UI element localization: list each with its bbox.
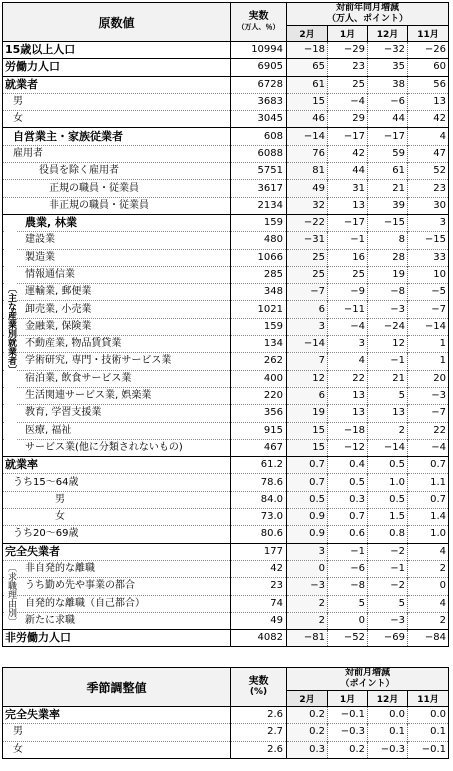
row-label: 役員を除く雇用者 (3, 163, 231, 180)
change-cell: 59 (368, 145, 408, 162)
table-row (3, 595, 449, 612)
change-cell: 30 (408, 197, 449, 214)
change-cell: 25 (287, 249, 328, 266)
table-row (3, 491, 449, 508)
table-body (3, 707, 449, 759)
row-label: 15歳以上人口 (3, 42, 231, 59)
row-value: 6728 (231, 76, 287, 93)
change-cell: 0.1 (408, 724, 449, 741)
change-cell: 0.0 (368, 707, 408, 724)
change-cell: −2 (368, 578, 408, 595)
row-value: 348 (231, 284, 287, 301)
change-cell: −1 (368, 353, 408, 370)
change-cell: −52 (328, 630, 368, 647)
change-cell: 56 (408, 76, 449, 93)
change-cell: 4 (328, 353, 368, 370)
change-cell: 8 (368, 232, 408, 249)
change-cell: 39 (368, 197, 408, 214)
value-column-header (231, 3, 287, 42)
value-unit: （万人、％） (237, 23, 280, 31)
row-label: 学術研究, 専門・技術サービス業 (3, 353, 231, 370)
table-row (3, 439, 449, 456)
row-value: 262 (231, 353, 287, 370)
table-row (3, 318, 449, 335)
change-cell: 1.0 (368, 474, 408, 491)
change-cell: −7 (408, 405, 449, 422)
change-cell: 13 (408, 93, 449, 110)
change-cell: 33 (408, 249, 449, 266)
month-header: 2月 (287, 26, 328, 42)
seasonally-adjusted-table (2, 667, 449, 759)
change-cell: −3 (408, 387, 449, 404)
change-cell: 2 (368, 422, 408, 439)
change-cell: 21 (368, 180, 408, 197)
row-label: 卸売業, 小売業 (3, 301, 231, 318)
month-header: 12月 (368, 691, 408, 707)
row-label: 完全失業率 (3, 707, 231, 724)
row-label: 非労働力人口 (3, 630, 231, 647)
change-cell: −18 (328, 422, 368, 439)
change-cell: 0.3 (287, 741, 328, 758)
change-cell: −0.1 (328, 707, 368, 724)
table-row (3, 612, 449, 629)
change-cell: 22 (328, 370, 368, 387)
change-cell: 3 (328, 336, 368, 353)
month-header: 12月 (368, 26, 408, 42)
change-cell: −11 (328, 301, 368, 318)
table-row (3, 543, 449, 560)
change-cell: 76 (287, 145, 328, 162)
change-label: 対前月増減 (345, 668, 391, 678)
change-cell: 0.3 (328, 491, 368, 508)
table-row (3, 145, 449, 162)
row-value: 78.6 (231, 474, 287, 491)
change-cell: −29 (328, 42, 368, 59)
change-cell: 13 (368, 405, 408, 422)
change-cell: 6 (287, 387, 328, 404)
change-cell: 10 (408, 266, 449, 283)
row-label: 教育, 学習支援業 (3, 405, 231, 422)
change-cell: 23 (408, 180, 449, 197)
change-cell: −15 (408, 232, 449, 249)
change-cell: 0.5 (287, 491, 328, 508)
change-cell: 4 (408, 128, 449, 145)
row-label: 非正規の職員・従業員 (3, 197, 231, 214)
value-unit: (%) (249, 687, 268, 697)
row-value: 1066 (231, 249, 287, 266)
row-value: 467 (231, 439, 287, 456)
table-row (3, 93, 449, 110)
value-label: 実数 (248, 11, 269, 22)
change-cell: −32 (368, 42, 408, 59)
row-value: 2.6 (231, 741, 287, 758)
change-cell: 1 (408, 353, 449, 370)
change-cell: 2 (408, 560, 449, 577)
change-cell: 5 (368, 595, 408, 612)
change-cell: 0 (408, 578, 449, 595)
change-cell: −17 (328, 214, 368, 231)
row-label: 不動産業, 物品賃貸業 (3, 336, 231, 353)
change-cell: 47 (408, 145, 449, 162)
change-cell: 0.7 (408, 457, 449, 474)
row-value: 49 (231, 612, 287, 629)
table-row (3, 353, 449, 370)
change-cell: −4 (328, 318, 368, 335)
change-cell: 5 (328, 595, 368, 612)
row-label: うち勤め先や事業の都合 (3, 578, 231, 595)
change-cell: 2 (287, 612, 328, 629)
row-label: 就業率 (3, 457, 231, 474)
change-cell: 13 (328, 405, 368, 422)
change-cell: −9 (328, 284, 368, 301)
table-row (3, 111, 449, 128)
month-header: 1月 (328, 26, 368, 42)
table-row (3, 42, 449, 59)
change-cell: −12 (328, 439, 368, 456)
change-cell: −14 (287, 336, 328, 353)
row-value: 356 (231, 405, 287, 422)
row-value: 2.6 (231, 707, 287, 724)
change-cell: −15 (368, 214, 408, 231)
row-value: 84.0 (231, 491, 287, 508)
row-value: 5751 (231, 163, 287, 180)
change-cell: 1 (408, 336, 449, 353)
table-row (3, 197, 449, 214)
change-cell: 16 (328, 249, 368, 266)
row-label: 自営業主・家族従業者 (3, 128, 231, 145)
change-label: 対前年同月増減 (336, 3, 400, 13)
change-cell: 13 (328, 387, 368, 404)
change-cell: 0.5 (368, 491, 408, 508)
table-row (3, 724, 449, 741)
table-row (3, 457, 449, 474)
row-label: 女 (3, 741, 231, 758)
change-cell: 0.2 (287, 724, 328, 741)
change-column-header (287, 3, 449, 26)
month-header: 1月 (328, 691, 368, 707)
change-cell: 23 (328, 59, 368, 76)
change-cell: 32 (287, 197, 328, 214)
table-row (3, 474, 449, 491)
table-row (3, 284, 449, 301)
row-label: 正規の職員・従業員 (3, 180, 231, 197)
row-value: 159 (231, 214, 287, 231)
change-cell: −6 (328, 560, 368, 577)
table-row (3, 249, 449, 266)
row-value: 608 (231, 128, 287, 145)
row-value: 42 (231, 560, 287, 577)
value-label: 実数 (248, 676, 269, 687)
change-cell: 15 (287, 93, 328, 110)
table-row (3, 163, 449, 180)
change-cell: 21 (368, 370, 408, 387)
change-cell: 0.4 (328, 457, 368, 474)
row-value: 2.7 (231, 724, 287, 741)
table-row (3, 180, 449, 197)
change-column-header (287, 668, 449, 691)
row-value: 3683 (231, 93, 287, 110)
row-value: 23 (231, 578, 287, 595)
change-cell: 0.1 (368, 724, 408, 741)
row-label: 就業者 (3, 76, 231, 93)
industry-side-label: 〔主な産業別就業者〕 (5, 217, 17, 441)
table-row (3, 266, 449, 283)
row-label: 男 (3, 93, 231, 110)
change-cell: 5 (368, 387, 408, 404)
change-cell: −69 (368, 630, 408, 647)
row-label: 運輸業, 郵便業 (3, 284, 231, 301)
change-cell: 0.7 (408, 491, 449, 508)
change-cell: 42 (328, 145, 368, 162)
change-cell: 1.0 (408, 526, 449, 543)
change-cell: −18 (287, 42, 328, 59)
table-body (3, 42, 449, 647)
change-cell: −84 (408, 630, 449, 647)
change-cell: −81 (287, 630, 328, 647)
change-cell: 7 (287, 353, 328, 370)
change-cell: 0.7 (287, 474, 328, 491)
change-cell: 29 (328, 111, 368, 128)
change-cell: 44 (368, 111, 408, 128)
change-cell: 61 (287, 76, 328, 93)
row-value: 4082 (231, 630, 287, 647)
change-cell: 15 (287, 422, 328, 439)
month-header: 11月 (408, 26, 449, 42)
change-cell: 0.2 (328, 741, 368, 758)
table-row (3, 370, 449, 387)
change-cell: −14 (368, 439, 408, 456)
change-cell: 42 (408, 111, 449, 128)
change-cell: −8 (368, 284, 408, 301)
change-cell: 65 (287, 59, 328, 76)
change-cell: −26 (408, 42, 449, 59)
table-row (3, 741, 449, 758)
original-values-table (2, 2, 449, 647)
row-value: 73.0 (231, 509, 287, 526)
change-unit: （万人、ポイント） (327, 14, 409, 24)
row-value: 3045 (231, 111, 287, 128)
change-cell: 0.7 (287, 457, 328, 474)
change-cell: 0 (287, 560, 328, 577)
row-label: 完全失業者 (3, 543, 231, 560)
change-cell: 3 (287, 318, 328, 335)
row-label: 非自発的な離職 〔求職理由別〕 (3, 560, 231, 577)
row-value: 74 (231, 595, 287, 612)
change-cell: 12 (287, 370, 328, 387)
row-value: 10994 (231, 42, 287, 59)
change-cell: −8 (328, 578, 368, 595)
row-label: 自発的な離職（自己都合） (3, 595, 231, 612)
row-label: 情報通信業 (3, 266, 231, 283)
table-row (3, 214, 449, 231)
change-cell: 0.8 (368, 526, 408, 543)
table-title: 原数値 (3, 3, 231, 42)
change-cell: 46 (287, 111, 328, 128)
row-label: 農業, 林業 〔主な産業別就業者〕 (3, 214, 231, 231)
table-row (3, 560, 449, 577)
change-cell: 1.5 (368, 509, 408, 526)
row-value: 285 (231, 266, 287, 283)
row-value: 915 (231, 422, 287, 439)
change-cell: −0.1 (408, 741, 449, 758)
change-cell: −3 (368, 301, 408, 318)
change-cell: 38 (368, 76, 408, 93)
change-cell: 25 (328, 266, 368, 283)
row-label: 製造業 (3, 249, 231, 266)
change-cell: 35 (368, 59, 408, 76)
table-row (3, 59, 449, 76)
row-label: 労働力人口 (3, 59, 231, 76)
row-label: 女 (3, 509, 231, 526)
table-row (3, 405, 449, 422)
change-cell: 0.6 (328, 526, 368, 543)
change-cell: −2 (368, 543, 408, 560)
table-row (3, 336, 449, 353)
change-cell: 0.5 (368, 457, 408, 474)
change-cell: 0.2 (287, 707, 328, 724)
table-row (3, 232, 449, 249)
change-cell: −6 (368, 93, 408, 110)
change-cell: 4 (408, 543, 449, 560)
change-cell: −17 (368, 128, 408, 145)
row-label: うち15〜64歳 (3, 474, 231, 491)
change-cell: 0.9 (287, 526, 328, 543)
change-cell: 0 (328, 612, 368, 629)
row-value: 159 (231, 318, 287, 335)
change-cell: 20 (408, 370, 449, 387)
change-cell: −0.3 (328, 724, 368, 741)
row-value: 134 (231, 336, 287, 353)
change-cell: 0.5 (328, 474, 368, 491)
change-cell: 13 (328, 197, 368, 214)
row-value: 177 (231, 543, 287, 560)
change-cell: 19 (287, 405, 328, 422)
change-cell: 31 (328, 180, 368, 197)
row-value: 3617 (231, 180, 287, 197)
row-label: 男 (3, 491, 231, 508)
value-column-header (231, 668, 287, 707)
change-cell: −5 (408, 284, 449, 301)
change-cell: −14 (408, 318, 449, 335)
change-cell: −22 (287, 214, 328, 231)
change-cell: 15 (287, 439, 328, 456)
row-value: 480 (231, 232, 287, 249)
change-cell: 12 (368, 336, 408, 353)
row-label: 宿泊業, 飲食サービス業 (3, 370, 231, 387)
table-row (3, 526, 449, 543)
table-row (3, 76, 449, 93)
change-cell: −7 (287, 284, 328, 301)
change-cell: 4 (408, 595, 449, 612)
change-cell: 2 (408, 612, 449, 629)
change-cell: −1 (328, 543, 368, 560)
table-row (3, 301, 449, 318)
change-cell: −31 (287, 232, 328, 249)
row-label: 新たに求職 (3, 612, 231, 629)
row-label: 建設業 (3, 232, 231, 249)
table-row (3, 578, 449, 595)
change-cell: 0.7 (328, 509, 368, 526)
change-cell: −14 (287, 128, 328, 145)
row-label: 雇用者 (3, 145, 231, 162)
change-cell: −3 (287, 578, 328, 595)
row-label: 医療, 福祉 (3, 422, 231, 439)
change-cell: 44 (328, 163, 368, 180)
table-row (3, 128, 449, 145)
row-value: 6088 (231, 145, 287, 162)
row-label: 女 (3, 111, 231, 128)
row-value: 1021 (231, 301, 287, 318)
change-cell: 25 (328, 76, 368, 93)
row-label: 男 (3, 724, 231, 741)
table-row (3, 422, 449, 439)
change-cell: −0.3 (368, 741, 408, 758)
change-cell: −1 (368, 560, 408, 577)
row-label: サービス業(他に分類されないもの) (3, 439, 231, 456)
table-row (3, 630, 449, 647)
row-value: 80.6 (231, 526, 287, 543)
change-cell: 6 (287, 301, 328, 318)
row-label: 生活関連サービス業, 娯楽業 (3, 387, 231, 404)
change-cell: 61 (368, 163, 408, 180)
row-value: 220 (231, 387, 287, 404)
row-value: 400 (231, 370, 287, 387)
change-cell: −7 (408, 301, 449, 318)
row-value: 6905 (231, 59, 287, 76)
reason-side-label: 〔求職理由別〕 (6, 562, 16, 626)
table-row (3, 707, 449, 724)
change-cell: −1 (328, 232, 368, 249)
row-value: 61.2 (231, 457, 287, 474)
change-cell: −4 (408, 439, 449, 456)
change-cell: 19 (368, 266, 408, 283)
change-cell: 22 (408, 422, 449, 439)
change-cell: 2 (287, 595, 328, 612)
table-row (3, 509, 449, 526)
change-cell: 49 (287, 180, 328, 197)
change-cell: 0.0 (408, 707, 449, 724)
month-header: 11月 (408, 691, 449, 707)
row-value: 2134 (231, 197, 287, 214)
change-cell: 60 (408, 59, 449, 76)
change-cell: −4 (328, 93, 368, 110)
table-row (3, 387, 449, 404)
change-cell: 3 (408, 214, 449, 231)
change-cell: −3 (368, 612, 408, 629)
change-cell: 28 (368, 249, 408, 266)
change-cell: −17 (328, 128, 368, 145)
row-label: 金融業, 保険業 (3, 318, 231, 335)
change-cell: 1.4 (408, 509, 449, 526)
row-label: うち20〜69歳 (3, 526, 231, 543)
table-title: 季節調整値 (3, 668, 231, 707)
change-cell: 25 (287, 266, 328, 283)
change-unit: （ポイント） (340, 679, 395, 689)
month-header: 2月 (287, 691, 328, 707)
change-cell: −24 (368, 318, 408, 335)
change-cell: 0.9 (287, 509, 328, 526)
change-cell: 81 (287, 163, 328, 180)
change-cell: 3 (287, 543, 328, 560)
change-cell: 52 (408, 163, 449, 180)
change-cell: 1.1 (408, 474, 449, 491)
